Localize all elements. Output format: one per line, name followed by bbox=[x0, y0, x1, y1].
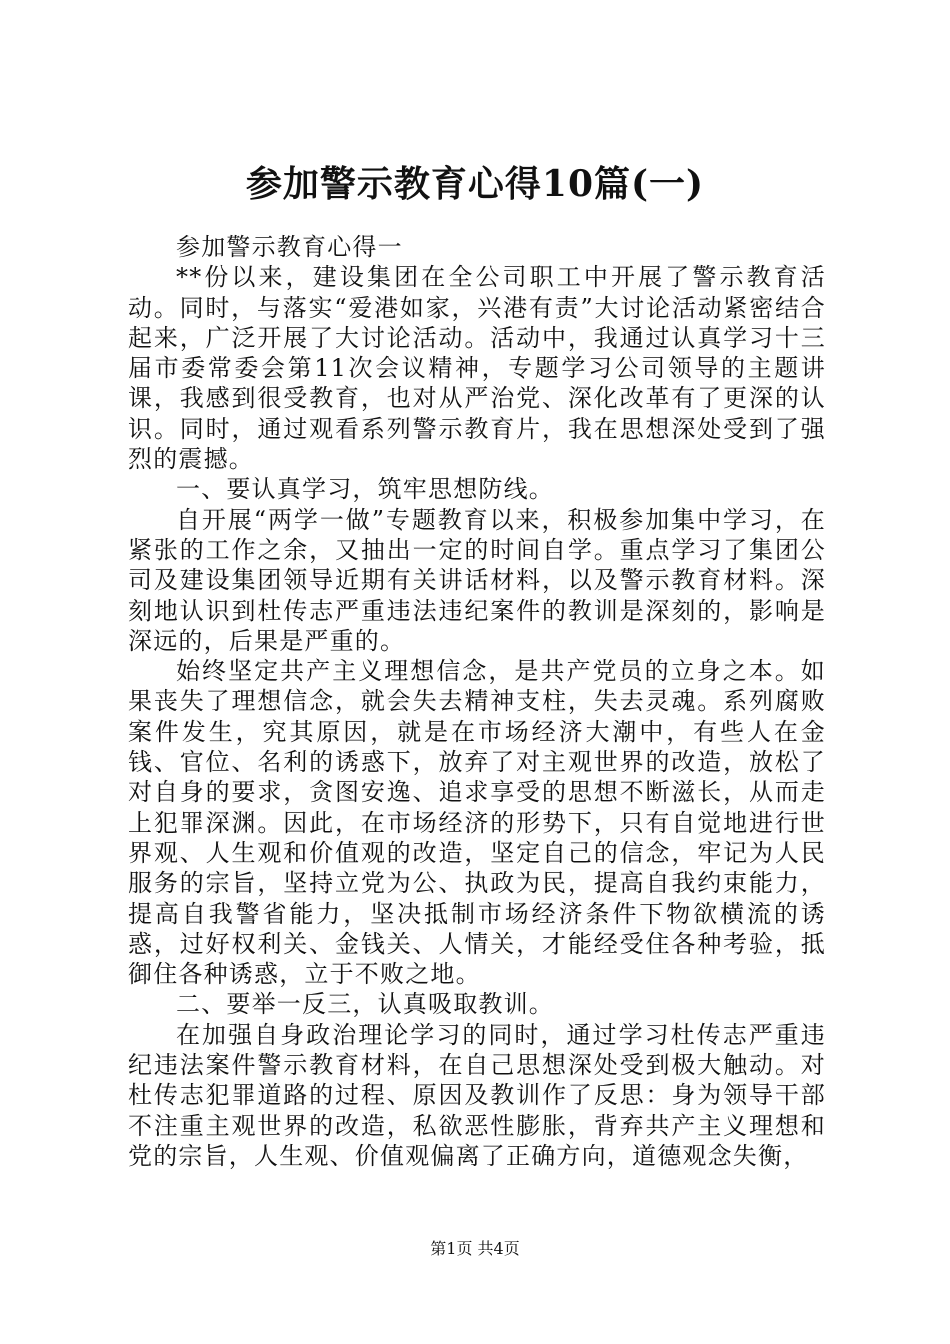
paragraph-lessons: 在加强自身政治理论学习的同时，通过学习杜传志严重违纪违法案件警示教育材料，在自己思想深处受到极大触动。对杜传志犯罪道路的过程、原因及教训作了反思：身为领导干部不注重主观世界的改造，私欲恶性膨胀，背弃共产主义理想和党的宗旨，人生观、价值观偏离了正确方向，道德观念失衡， bbox=[128, 1020, 826, 1170]
document-body bbox=[128, 232, 826, 1171]
paragraph-study: 自开展“两学一做”专题教育以来，积极参加集中学习，在紧张的工作之余，又抽出一定的时间自学。重点学习了集团公司及建设集团领导近期有关讲话材料，以及警示教育材料。深刻地认识到杜传志严重违法违纪案件的教训是深刻的，影响是深远的，后果是严重的。 bbox=[128, 505, 826, 655]
document-title: 参加警示教育心得10篇(一) bbox=[245, 163, 705, 205]
paragraph-intro: **份以来，建设集团在全公司职工中开展了警示教育活动。同时，与落实“爱港如家，兴港有责”大讨论活动紧密结合起来，广泛开展了大讨论活动。活动中，我通过认真学习十三届市委常委会第11次会议精神，专题学习公司领导的主题讲课，我感到很受教育，也对从严治党、深化改革有了更深的认识。同时，通过观看系列警示教育片，我在思想深处受到了强烈的震撼。 bbox=[128, 263, 826, 474]
page-footer: 第1页 共4页 bbox=[430, 1239, 520, 1258]
paragraph-subtitle: 参加警示教育心得一 bbox=[176, 233, 403, 261]
paragraph-ideals: 始终坚定共产主义理想信念，是共产党员的立身之本。如果丧失了理想信念，就会失去精神支柱，失去灵魂。系列腐败案件发生，究其原因，就是在市场经济大潮中，有些人在金钱、官位、名利的诱惑下，放弃了对主观世界的改造，放松了对自身的要求，贪图安逸、追求享受的思想不断滋长，从而走上犯罪深渊。因此，在市场经济的形势下，只有自觉地进行世界观、人生观和价值观的改造，坚定自己的信念，牢记为人民服务的宗旨，坚持立党为公、执政为民，提高自我约束能力，提高自我警省能力，坚决抵制市场经济条件下物欲横流的诱惑，过好权利关、金钱关、人情关，才能经受住各种考验，抵御住各种诱惑，立于不败之地。 bbox=[128, 657, 826, 989]
section-heading-2: 二、要举一反三，认真吸取教训。 bbox=[176, 990, 554, 1019]
section-heading-1: 一、要认真学习，筑牢思想防线。 bbox=[176, 475, 554, 504]
